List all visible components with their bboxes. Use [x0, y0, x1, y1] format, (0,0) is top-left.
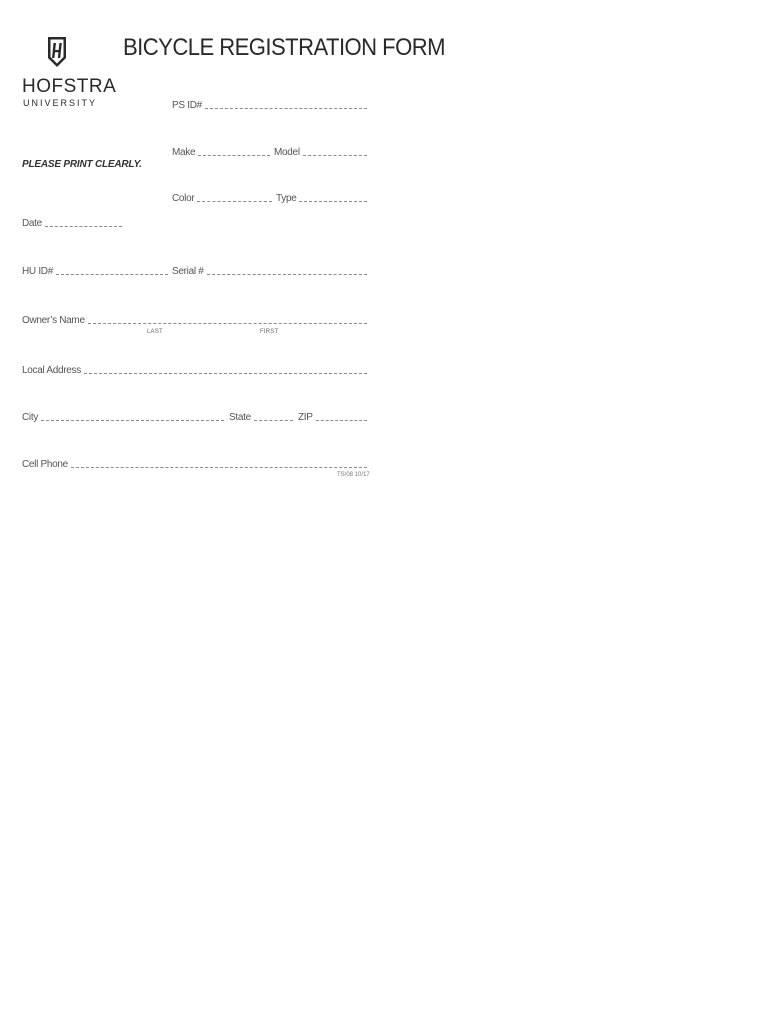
- ps-id-label: PS ID#: [172, 100, 202, 111]
- state-label: State: [229, 412, 251, 423]
- state-field[interactable]: [229, 409, 293, 423]
- city-label: City: [22, 412, 39, 423]
- cell-phone-line[interactable]: [71, 467, 367, 468]
- serial-field[interactable]: [172, 263, 367, 277]
- print-clearly-note: PLEASE PRINT CLEARLY.: [22, 159, 142, 170]
- university-subtitle: UNIVERSITY: [23, 98, 98, 108]
- model-label: Model: [274, 147, 300, 158]
- ps-id-line[interactable]: [205, 108, 367, 109]
- serial-line[interactable]: [207, 274, 367, 275]
- serial-label: Serial #: [172, 266, 204, 277]
- ps-id-field[interactable]: [172, 97, 367, 111]
- first-name-sublabel: FIRST: [260, 329, 279, 335]
- make-line[interactable]: [198, 155, 270, 156]
- color-line[interactable]: [197, 201, 272, 202]
- cell-phone-label: Cell Phone: [22, 459, 68, 470]
- local-address-field[interactable]: [22, 362, 367, 376]
- type-label: Type: [276, 193, 297, 204]
- make-field[interactable]: [172, 144, 270, 158]
- cell-phone-field[interactable]: [22, 456, 367, 470]
- date-field[interactable]: [22, 215, 122, 229]
- owners-name-line[interactable]: [88, 323, 367, 324]
- color-field[interactable]: [172, 190, 272, 204]
- owners-name-field[interactable]: [22, 312, 367, 326]
- zip-label: ZIP: [298, 412, 313, 423]
- hu-id-line[interactable]: [56, 274, 168, 275]
- owners-name-label: Owner’s Name: [22, 315, 85, 326]
- city-field[interactable]: [22, 409, 224, 423]
- zip-line[interactable]: [316, 420, 367, 421]
- model-line[interactable]: [303, 155, 367, 156]
- local-address-label: Local Address: [22, 365, 81, 376]
- color-label: Color: [172, 193, 195, 204]
- hu-id-label: HU ID#: [22, 266, 53, 277]
- university-name: HOFSTRA: [22, 76, 117, 97]
- date-label: Date: [22, 218, 42, 229]
- state-line[interactable]: [254, 420, 293, 421]
- date-line[interactable]: [45, 226, 122, 227]
- city-line[interactable]: [41, 420, 224, 421]
- model-field[interactable]: [274, 144, 367, 158]
- type-line[interactable]: [299, 201, 367, 202]
- form-code: TS/08 10/17: [337, 472, 370, 478]
- local-address-line[interactable]: [84, 373, 367, 374]
- hu-id-field[interactable]: [22, 263, 168, 277]
- last-name-sublabel: LAST: [147, 329, 163, 335]
- make-label: Make: [172, 147, 196, 158]
- hofstra-shield-icon: [47, 36, 67, 68]
- type-field[interactable]: [276, 190, 367, 204]
- form-title: BICYCLE REGISTRATION FORM: [123, 34, 445, 61]
- zip-field[interactable]: [298, 409, 367, 423]
